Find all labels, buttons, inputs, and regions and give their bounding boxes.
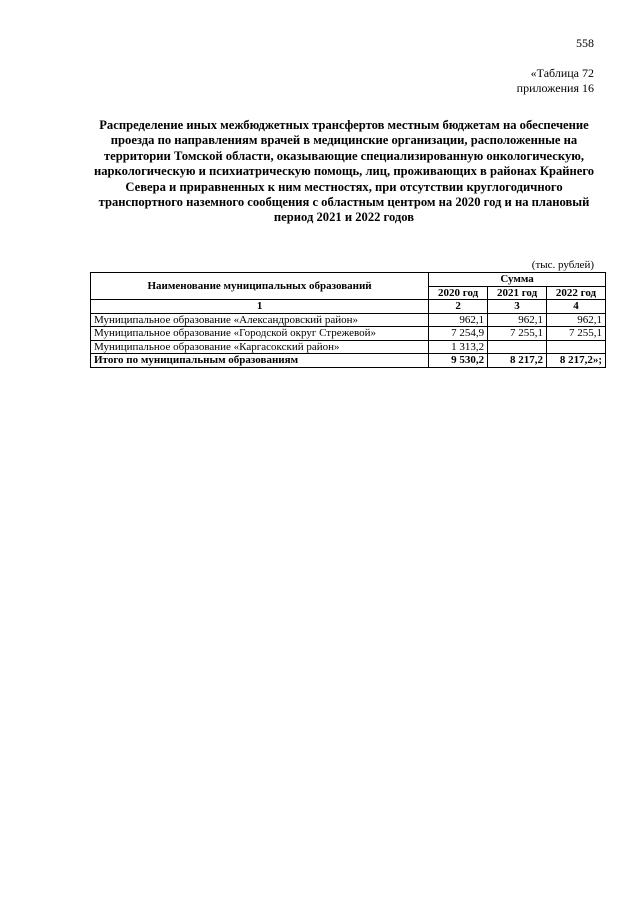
transfers-table: [90, 272, 606, 368]
total-label-cell: Итого по муниципальным образованиям: [91, 354, 429, 368]
value-2022-cell: 7 255,1: [547, 327, 606, 341]
municipality-name-cell: Муниципальное образование «Александровский район»: [91, 313, 429, 327]
index-cell: 3: [488, 300, 547, 314]
total-2021-cell: 8 217,2: [488, 354, 547, 368]
value-2021-cell: 962,1: [488, 313, 547, 327]
value-2020-cell: 962,1: [429, 313, 488, 327]
table-index-row: [91, 300, 606, 314]
table-total-row: [91, 354, 606, 368]
index-cell: 4: [547, 300, 606, 314]
index-cell: 2: [429, 300, 488, 314]
value-2022-cell: 962,1: [547, 313, 606, 327]
document-title: Распределение иных межбюджетных трансфертов местным бюджетам на обеспечение проезда по направлениям врачей в медицинские организации, расположенные на территории Томской области, оказывающие специализированную онкологическую, наркологическую и психиатрическую помощь, лиц, проживающих в районах Крайнего Севера и приравненных к ним местностях, при отсутствии круглогодичного транспортного наземного сообщения с областным центром на 2020 год и на плановый период 2021 и 2022 годов: [93, 118, 595, 225]
header-municipality-name: Наименование муниципальных образований: [91, 273, 429, 300]
municipality-name-cell: Муниципальное образование «Городской округ Стрежевой»: [91, 327, 429, 341]
value-2020-cell: 7 254,9: [429, 327, 488, 341]
table-reference-line-1: «Таблица 72: [530, 66, 594, 80]
table-reference: [517, 66, 594, 96]
value-2022-cell: [547, 340, 606, 354]
index-cell: 1: [91, 300, 429, 314]
table-row: [91, 340, 606, 354]
municipality-name-cell: Муниципальное образование «Каргасокский район»: [91, 340, 429, 354]
header-year-2020: 2020 год: [429, 286, 488, 300]
page-number: 558: [576, 36, 594, 50]
header-year-2021: 2021 год: [488, 286, 547, 300]
total-2022-cell: 8 217,2»;: [547, 354, 606, 368]
total-2020-cell: 9 530,2: [429, 354, 488, 368]
value-2021-cell: [488, 340, 547, 354]
table-row: [91, 327, 606, 341]
value-2020-cell: 1 313,2: [429, 340, 488, 354]
header-year-2022: 2022 год: [547, 286, 606, 300]
units-label: (тыс. рублей): [531, 259, 594, 271]
header-sum: Сумма: [429, 273, 606, 287]
table-header-row: [91, 273, 606, 287]
table-reference-line-2: приложения 16: [516, 81, 594, 95]
value-2021-cell: 7 255,1: [488, 327, 547, 341]
table-row: [91, 313, 606, 327]
